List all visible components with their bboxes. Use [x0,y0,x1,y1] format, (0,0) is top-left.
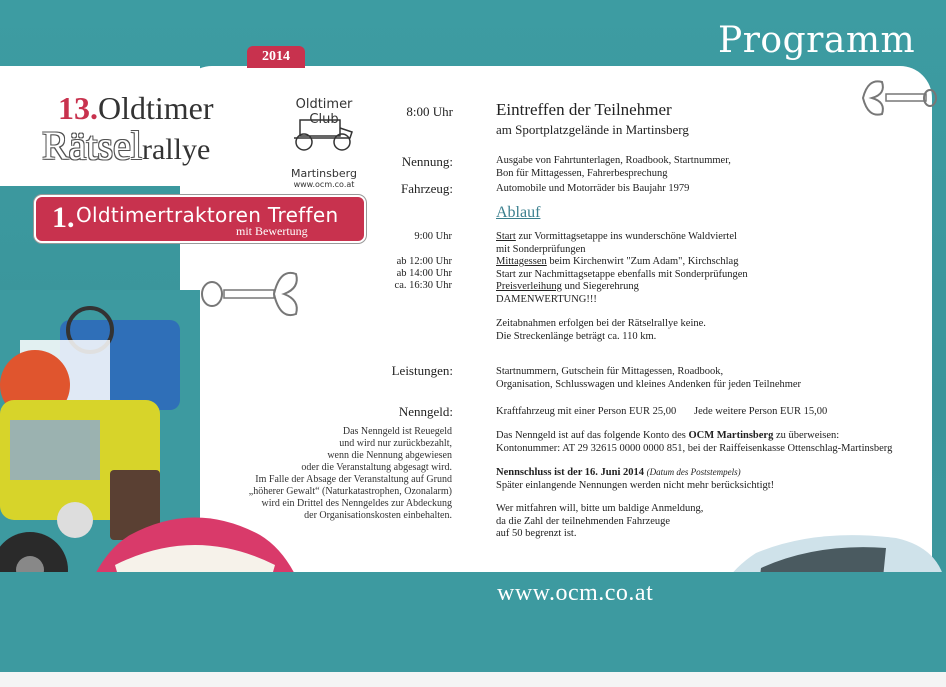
konto-text [496,430,892,455]
year-badge: 2014 [247,46,305,68]
rally-title-raetsel: Rätsel [42,123,142,168]
leistungen-line1: Startnummern, Gutschein für Mittagessen, Roadbook, [496,366,724,377]
banner-number: 1. [52,201,75,234]
ablauf-item [496,244,748,257]
nennschluss-bold: Nennschluss ist der 16. Juni 2014 [496,467,645,478]
ablauf-time-4: ca. 16:30 Uhr [394,280,452,291]
rally-number: 13. [58,90,98,126]
ablauf-item [496,256,748,269]
info-line1: Zeitabnahmen erfolgen bei der Rätselrallye keine. [496,318,706,329]
ablauf-text: DAMENWERTUNG!!! [496,293,597,305]
rally-title-line1 [58,90,214,127]
nennschluss-note: Später einlangende Nennungen werden nicht mehr berücksichtigt! [496,479,775,491]
nennschluss-italic: (Datum des Poststempels) [646,467,741,477]
konto-number: Kontonummer: AT 29 32615 0000 0000 851, bei der Raiffeisenkasse Ottenschlag-Martinsberg [496,442,893,454]
anmeldung-line2: da die Zahl der teilnehmenden Fahrzeuge [496,515,671,527]
banner-subtitle: mit Bewertung [236,224,308,238]
club-url: www.ocm.co.at [293,180,355,189]
note-line: Im Falle der Absage der Veranstaltung auf Grund [255,474,452,485]
info-text [496,318,706,343]
note-line: wenn die Nennung abgewiesen [327,450,452,461]
leistungen-text [496,366,801,391]
nennung-text [496,155,731,180]
arrival-subtitle: am Sportplatzgelände in Martinsberg [496,122,689,137]
ablauf-text: Start zur Nachmittagsetappe ebenfalls mit Sonderprüfungen [496,268,748,280]
ablauf-item [496,294,748,307]
club-name: Oldtimer Club [295,97,353,127]
nenngeld-person: Jede weitere Person EUR 15,00 [694,406,828,417]
ablauf-time-2: ab 12:00 Uhr [396,256,452,267]
ablauf-item [496,269,748,282]
info-line2: Die Streckenlänge beträgt ca. 110 km. [496,330,657,342]
programm-title: Programm [718,20,916,61]
footer-band [0,572,946,672]
ablauf-lead-start: Start [496,231,516,242]
rally-title-line2 [42,123,211,168]
ablauf-lead-mittagessen: Mittagessen [496,256,547,267]
footer-url-link[interactable]: www.ocm.co.at [497,580,654,606]
note-line: Das Nenngeld ist Reuegeld [342,426,452,437]
ablauf-time-3: ab 14:00 Uhr [396,268,452,279]
ablauf-list [496,231,748,306]
anmeldung-text [496,503,703,541]
nenngeld-car: Kraftfahrzeug mit einer Person EUR 25,00 [496,406,677,417]
konto-post: zu überweisen: [773,430,840,441]
nennung-label: Nennung: [401,154,453,169]
ablauf-item [496,281,748,294]
ablauf-heading: Ablauf [496,204,541,221]
anmeldung-line3: auf 50 begrenzt ist. [496,528,577,539]
nenngeld-note [200,426,452,522]
konto-line [496,430,892,443]
ablauf-time-0: 9:00 Uhr [414,231,452,242]
banner-title: Oldtimertraktoren Treffen [76,203,339,227]
nenngeld-label: Nenngeld: [398,404,453,419]
arrival-title: Eintreffen der Teilnehmer [496,100,672,119]
wingnut-icon [200,268,305,323]
leistungen-label: Leistungen: [391,363,453,378]
nennung-text-line2: Bon für Mittagessen, Fahrerbesprechung [496,167,668,179]
rally-title-rallye: rallye [141,133,211,166]
note-line: wird ein Drittel des Nenngeldes zur Abdeckung [261,498,452,509]
ablauf-text: und Siegerehrung [561,281,639,292]
wingnut-icon-top [858,78,938,118]
nennschluss-line [496,466,774,480]
note-line: der Organisationskosten einbehalten. [304,510,452,521]
time-start: 8:00 Uhr [406,104,453,119]
note-line: und wird nur zurückbezahlt, [339,438,452,449]
ablauf-lead-preisverleihung: Preisverleihung [496,281,562,292]
note-line: oder die Veranstaltung abgesagt wird. [301,462,452,473]
fahrzeug-text: Automobile und Motorräder bis Baujahr 1979 [496,183,690,194]
nennung-text-line1: Ausgabe von Fahrtunterlagen, Roadbook, Startnummer, [496,155,731,166]
ablauf-text: beim Kirchenwirt "Zum Adam", Kirchschlag [546,256,739,267]
footer-edge [0,672,946,687]
ablauf-text: zur Vormittagsetappe ins wunderschöne Waldviertel [515,231,737,242]
anmeldung-line1: Wer mitfahren will, bitte um baldige Anmeldung, [496,503,704,514]
ablauf-text: mit Sonderprüfungen [496,243,586,255]
club-town: Martinsberg [291,167,357,180]
note-line: „höherer Gewalt“ (Naturkatastrophen, Ozonalarm) [248,486,452,497]
nennschluss-text [496,466,774,492]
konto-bold: OCM Martinsberg [688,430,774,441]
rally-title-oldtimer: Oldtimer [98,90,214,126]
fahrzeug-label: Fahrzeug: [401,181,453,196]
ablauf-item [496,231,748,244]
leistungen-line2: Organisation, Schlusswagen und kleines Andenken für jeden Teilnehmer [496,378,802,390]
konto-pre: Das Nenngeld ist auf das folgende Konto des [496,430,689,441]
